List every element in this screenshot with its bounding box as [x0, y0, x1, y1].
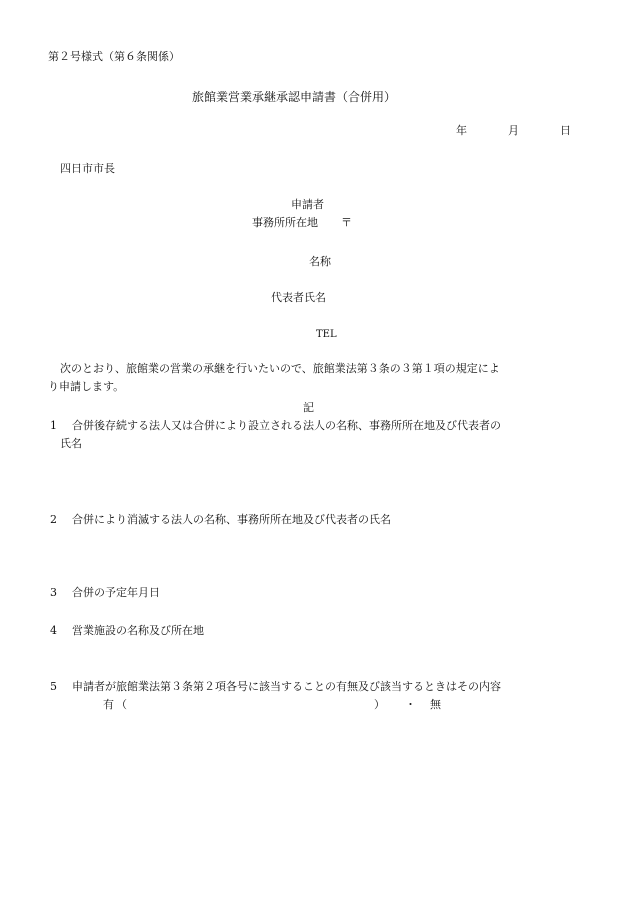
item-text-1-cont: 氏名 [60, 437, 82, 450]
item-number-2: 2 [50, 513, 57, 526]
representative-label: 代表者氏名 [271, 291, 326, 304]
tel-label: TEL [316, 329, 337, 340]
item-text-5: 申請者が旅館業法第３条第２項各号に該当することの有無及び該当するときはその内容 [72, 680, 501, 693]
item-number-4: 4 [50, 624, 57, 637]
item-text-1: 合併後存続する法人又は合併により設立される法人の名称、事務所所在地及び代表者の [72, 419, 501, 432]
body-text-line1: 次のとおり、旅館業の営業の承継を行いたいので、旅館業法第３条の３第１項の規定によ [60, 362, 500, 375]
postal-mark: 〒 [341, 216, 352, 229]
document-title: 旅館業営業承継承認申請書（合併用） [192, 90, 397, 104]
body-text-line2: り申請します。 [48, 380, 125, 393]
form-number: 第２号様式（第６条関係） [48, 50, 180, 63]
addressee: 四日市市長 [60, 162, 115, 175]
choice-separator-dot: ・ [405, 698, 416, 711]
item-text-2: 合併により消滅する法人の名称、事務所所在地及び代表者の氏名 [72, 513, 391, 526]
ki-heading: 記 [303, 401, 314, 414]
name-label: 名称 [309, 255, 331, 268]
date-year: 年 [456, 124, 467, 137]
choice-open-paren: （ [116, 698, 127, 711]
choice-no: 無 [430, 698, 441, 711]
item-number-3: 3 [50, 586, 57, 599]
date-month: 月 [508, 124, 519, 137]
applicant-heading: 申請者 [291, 198, 324, 211]
address-label: 事務所所在地 [252, 216, 318, 229]
item-text-3: 合併の予定年月日 [72, 586, 160, 599]
choice-close-paren: ） [374, 698, 385, 711]
item-text-4: 営業施設の名称及び所在地 [72, 624, 204, 637]
item-number-1: 1 [50, 419, 57, 432]
date-day: 日 [560, 124, 571, 137]
item-number-5: 5 [50, 680, 57, 693]
choice-yes: 有 [103, 698, 114, 711]
